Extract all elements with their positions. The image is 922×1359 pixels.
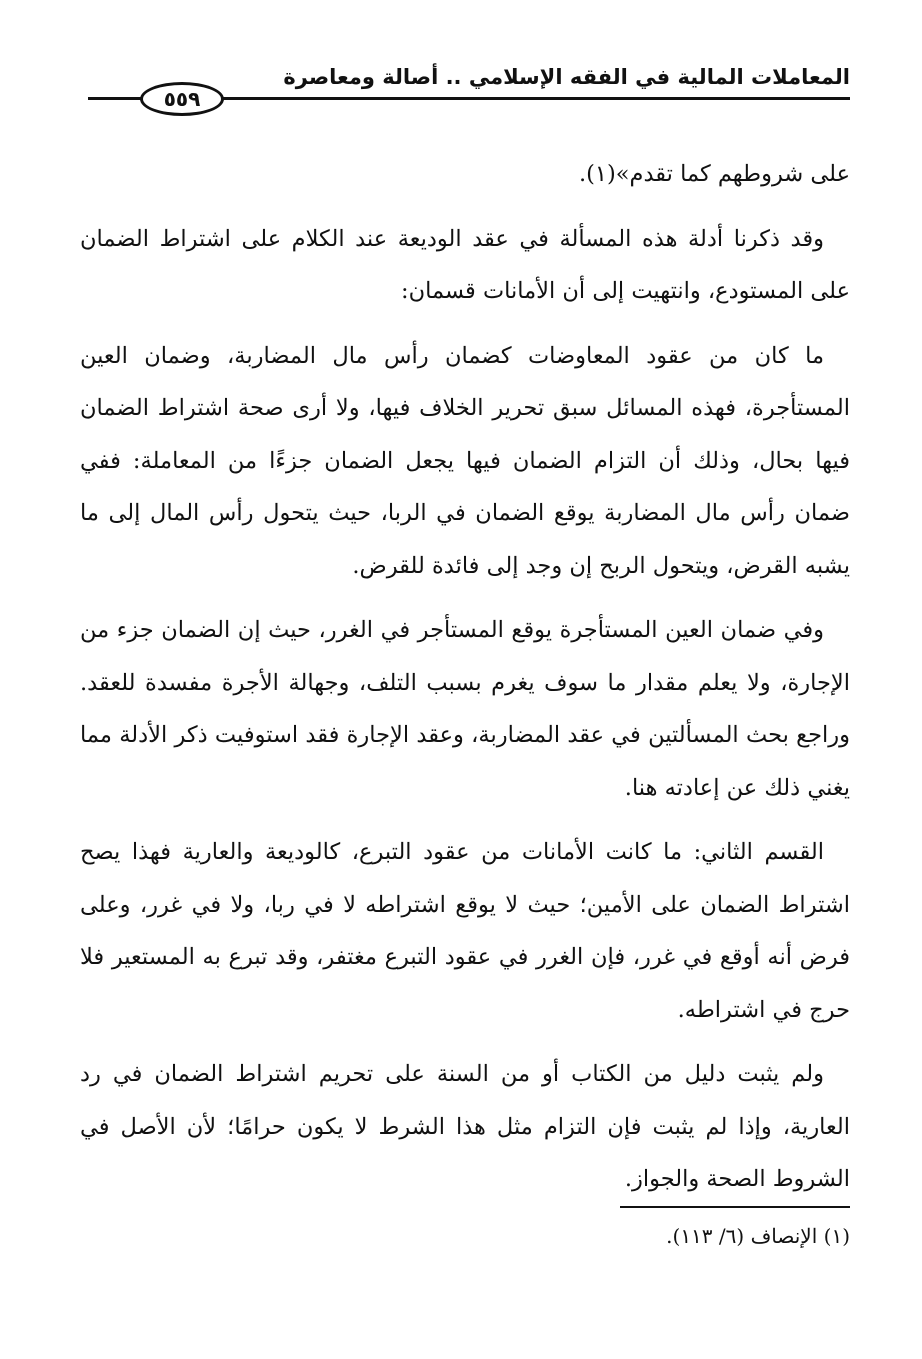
paragraph-5: القسم الثاني: ما كانت الأمانات من عقود التبرع، كالوديعة والعارية فهذا يصح اشتراط الضمان على الأمين؛ حيث لا يوقع اشتراطه لا في ربا، ولا في غرر، وعلى فرض أنه أوقع في غرر، فإن الغرر في عقود التبرع مغتفر، وقد تبرع به المستعير فلا حرج في اشتراطه.: [80, 839, 850, 1023]
footnote-separator: [620, 1206, 850, 1208]
paragraph-6: ولم يثبت دليل من الكتاب أو من السنة على تحريم اشتراط الضمان في رد العارية، وإذا لم يثبت فإن التزام مثل هذا الشرط لا يكون حرامًا؛ لأن الأصل في الشروط الصحة والجواز.: [80, 1061, 850, 1192]
page-number: ٥٥٩: [140, 82, 224, 116]
paragraph-3: ما كان من عقود المعاوضات كضمان رأس مال المضاربة، وضمان العين المستأجرة، فهذه المسائل سبق تحرير الخلاف فيها، ولا أرى صحة اشتراط الضمان فيها بحال، وذلك أن التزام الضمان فيها يجعل الضمان جزءًا من المعاملة: ففي ضمان رأس مال المضاربة يوقع الضمان في الربا، حيث يتحول رأس المال إلى ما يشبه القرض، ويتحول الربح إن وجد إلى فائدة للقرض.: [80, 342, 850, 579]
footnote: (١) الإنصاف (٦/ ١١٣).: [666, 1224, 850, 1248]
running-header-title: المعاملات المالية في الفقه الإسلامي .. أصالة ومعاصرة: [283, 65, 850, 89]
paragraph-4: وفي ضمان العين المستأجرة يوقع المستأجر في الغرر، حيث إن الضمان جزء من الإجارة، ولا يعلم مقدار ما سوف يغرم بسبب التلف، وجهالة الأجرة مفسدة للعقد. وراجع بحث المسألتين في عقد المضاربة، وعقد الإجارة فقد استوفيت ذكر الأدلة مما يغني ذلك عن إعادته هنا.: [80, 617, 850, 801]
paragraph-1: على شروطهم كما تقدم»(١).: [578, 161, 850, 187]
paragraph-2: وقد ذكرنا أدلة هذه المسألة في عقد الوديعة عند الكلام على اشتراط الضمان على المستودع، وانتهيت إلى أن الأمانات قسمان:: [80, 225, 850, 304]
body-text: [80, 148, 850, 1218]
